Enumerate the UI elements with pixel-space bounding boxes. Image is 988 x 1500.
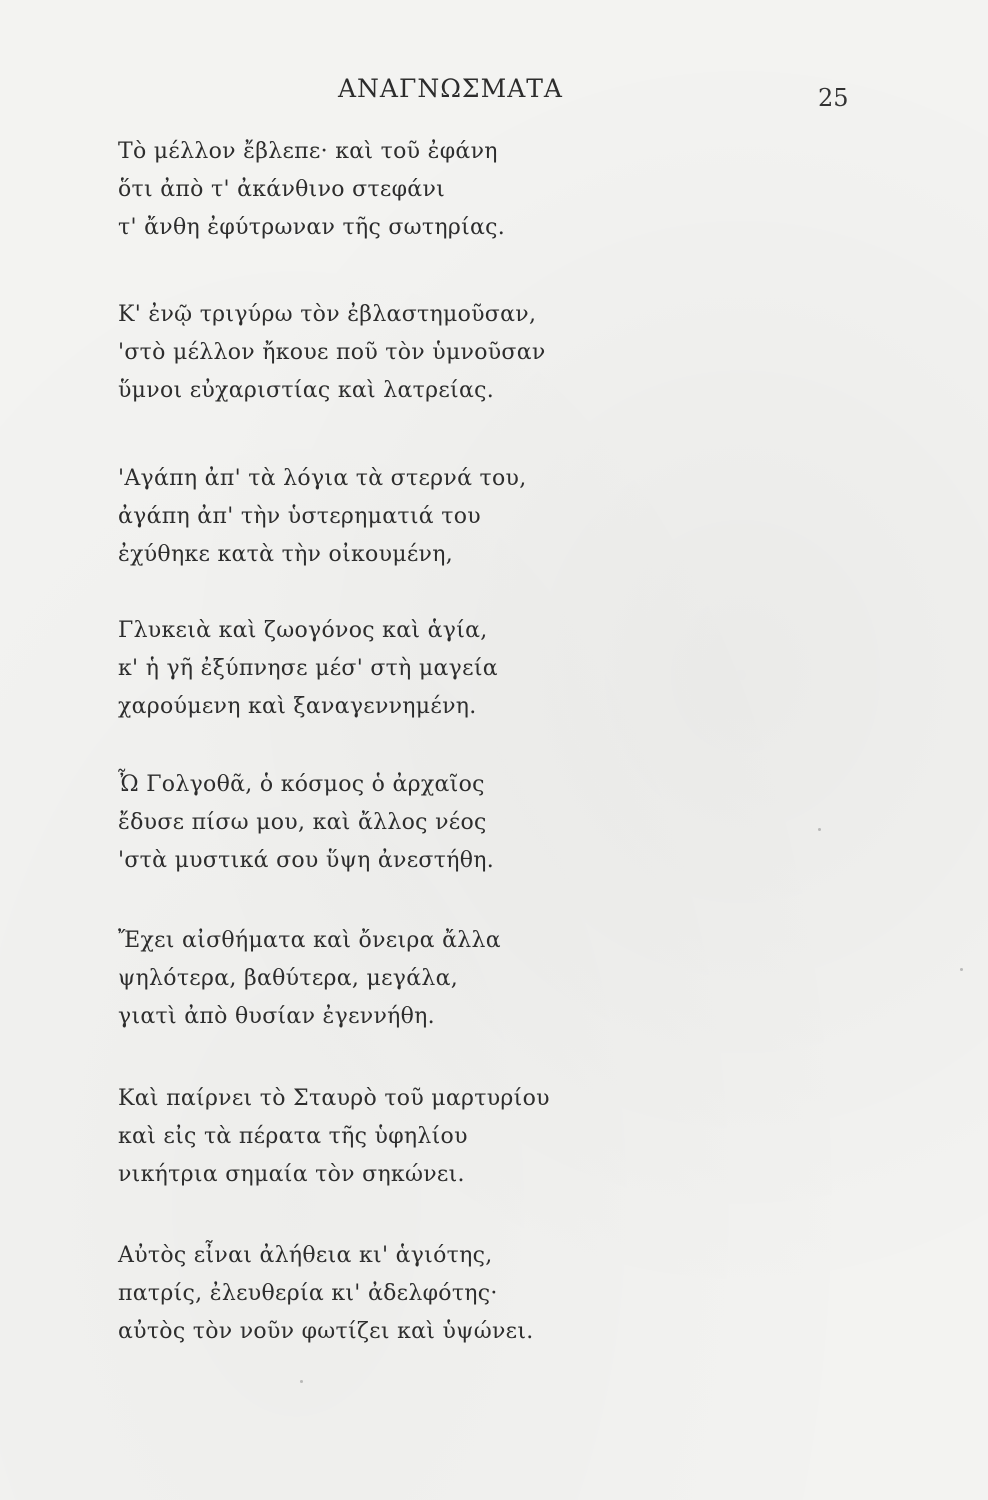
verse-line: Καὶ παίρνει τὸ Σταυρὸ τοῦ μαρτυρίου (118, 1086, 550, 1111)
verse-line: ἐχύθηκε κατὰ τὴν οἰκουμένη, (118, 542, 454, 567)
verse-line: Γλυκειὰ καὶ ζωογόνος καὶ ἁγία, (118, 618, 488, 643)
verse-line: ὕμνοι εὐχαριστίας καὶ λατρείας. (118, 378, 495, 403)
running-head: ΑΝΑΓΝΩΣΜΑΤΑ (338, 74, 563, 103)
verse-line: χαρούμενη καὶ ξαναγεννημένη. (118, 694, 477, 719)
page-number: 25 (818, 84, 849, 112)
stanza-8 (118, 1237, 638, 1351)
verse-line: πατρίς, ἐλευθερία κι' ἀδελφότης· (118, 1281, 498, 1306)
verse-line: τ' ἄνθη ἐφύτρωναν τῆς σωτηρίας. (118, 215, 506, 240)
verse-line: ἔδυσε πίσω μου, καὶ ἄλλος νέος (118, 810, 487, 835)
verse-line: 'στὸ μέλλον ἤκουε ποῦ τὸν ὑμνοῦσαν (118, 340, 546, 365)
paper-speck (818, 828, 821, 831)
stanza-7 (118, 1080, 638, 1194)
verse-line: νικήτρια σημαία τὸν σηκώνει. (118, 1162, 465, 1187)
paper-speck (960, 968, 963, 971)
verse-line: Ἔχει αἰσθήματα καὶ ὄνειρα ἄλλα (118, 928, 501, 953)
verse-line: Αὐτὸς εἶναι ἀλήθεια κι' ἁγιότης, (118, 1243, 493, 1268)
verse-line: Κ' ἐνῷ τριγύρω τὸν ἐβλαστημοῦσαν, (118, 302, 537, 327)
stanza-5 (118, 766, 638, 880)
verse-line: ψηλότερα, βαθύτερα, μεγάλα, (118, 966, 459, 991)
stanza-6 (118, 922, 638, 1036)
verse-line: 'Αγάπη ἀπ' τὰ λόγια τὰ στερνά του, (118, 466, 527, 491)
stanza-4 (118, 612, 638, 726)
verse-line: ὅτι ἀπὸ τ' ἀκάνθινο στεφάνι (118, 177, 446, 202)
verse-line: ἀγάπη ἀπ' τὴν ὑστερηματιά του (118, 504, 481, 529)
stanza-2 (118, 296, 638, 410)
verse-line: καὶ εἰς τὰ πέρατα τῆς ὑφηλίου (118, 1124, 468, 1149)
verse-line: γιατὶ ἀπὸ θυσίαν ἐγεννήθη. (118, 1004, 435, 1029)
verse-line: κ' ἡ γῆ ἐξύπνησε μέσ' στὴ μαγεία (118, 656, 498, 681)
verse-line: Τὸ μέλλον ἔβλεπε· καὶ τοῦ ἐφάνη (118, 139, 498, 164)
paper-speck (300, 1380, 303, 1383)
verse-line: 'στὰ μυστικά σου ὕψη ἀνεστήθη. (118, 848, 495, 873)
verse-line: Ὦ Γολγοθᾶ, ὁ κόσμος ὁ ἀρχαῖος (118, 772, 485, 797)
verse-line: αὐτὸς τὸν νοῦν φωτίζει καὶ ὑψώνει. (118, 1319, 534, 1344)
stanza-1 (118, 133, 638, 247)
stanza-3 (118, 460, 638, 574)
